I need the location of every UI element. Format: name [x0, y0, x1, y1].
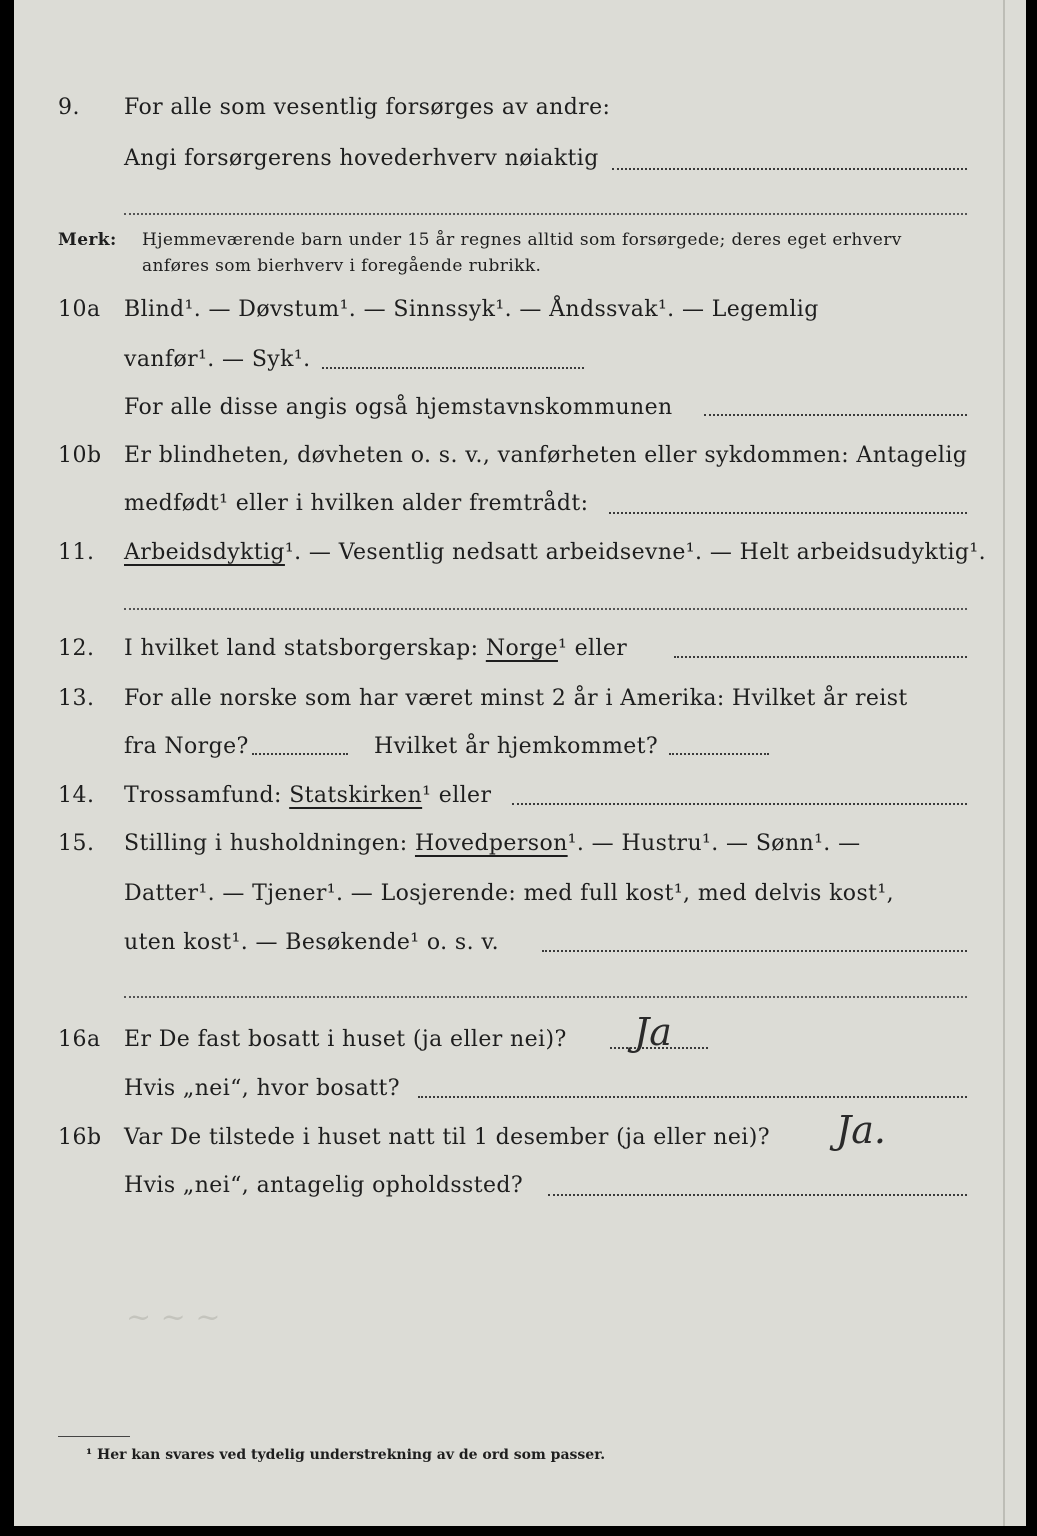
q14-selected-option: Statskirken [289, 783, 423, 808]
q16b-number: 16b [58, 1125, 102, 1150]
q16a-line2: Hvis „nei“, hvor bosatt? [124, 1076, 400, 1101]
q14-prompt: Trossamfund: [124, 783, 282, 808]
q15-selected-option: Hovedperson [414, 831, 568, 856]
merk-line1: Hjemmeværende barn under 15 år regnes alltid som forsørgede; deres eget erhverv [142, 230, 902, 250]
q15-number: 15. [58, 831, 95, 856]
q10b-line2: medfødt¹ eller i hvilken alder fremtrådt: [124, 491, 589, 516]
q10a-line3: For alle disse angis også hjemstavnskommunen [124, 395, 673, 420]
q13-line1: For alle norske som har været minst 2 år i Amerika: Hvilket år reist [124, 686, 908, 711]
census-form-page [14, 0, 1026, 1526]
q16b-line1: Var De tilstede i huset natt til 1 desember (ja eller nei)? [124, 1125, 770, 1150]
q13-line2a: fra Norge? [124, 734, 249, 759]
q13-number: 13. [58, 686, 95, 711]
footnote-rule [58, 1436, 130, 1437]
q16b-location-field[interactable] [548, 1194, 967, 1196]
q12-prompt: I hvilket land statsborgerskap: [124, 636, 479, 661]
q10b-number: 10b [58, 443, 102, 468]
q15-line3: uten kost¹. — Besøkende¹ o. s. v. [124, 930, 499, 955]
q9-line2: Angi forsørgerens hovederhverv nøiaktig [124, 146, 599, 171]
q12-line [124, 636, 627, 661]
q10a-line1: Blind¹. — Døvstum¹. — Sinnssyk¹. — Åndssvak¹. — Legemlig [124, 297, 819, 322]
q9-extra-line[interactable] [124, 213, 967, 215]
merk-label: Merk: [58, 230, 117, 250]
q9-number: 9. [58, 95, 80, 120]
q15-post: ¹. — Hustru¹. — Sønn¹. — [567, 831, 861, 856]
q11-extra-line[interactable] [124, 608, 967, 610]
q15-prompt: Stilling i husholdningen: [124, 831, 408, 856]
q14-post: ¹ eller [422, 783, 492, 808]
q15-line2: Datter¹. — Tjener¹. — Losjerende: med full kost¹, med delvis kost¹, [124, 881, 894, 906]
q13-return-year-field[interactable] [669, 753, 769, 755]
q14-number: 14. [58, 783, 95, 808]
q9-answer-field[interactable] [612, 168, 967, 170]
q16b-line2: Hvis „nei“, antagelig opholdssted? [124, 1173, 524, 1198]
q11-line [124, 540, 986, 565]
q9-line1: For alle som vesentlig forsørges av andre: [124, 95, 611, 120]
q12-selected-option: Norge [485, 636, 558, 661]
q10b-line1: Er blindheten, døvheten o. s. v., vanførheten eller sykdommen: Antagelig [124, 443, 968, 468]
q10b-answer-field[interactable] [609, 512, 967, 514]
q10a-answer-field[interactable] [322, 367, 584, 369]
q12-post: ¹ eller [557, 636, 628, 661]
q12-number: 12. [58, 636, 95, 661]
q11-number: 11. [58, 540, 95, 565]
footnote: ¹ Her kan svares ved tydelig understrekning av de ord som passer. [86, 1447, 606, 1463]
q15-extra-line[interactable] [124, 996, 967, 998]
page-fold-edge [1003, 0, 1005, 1526]
q16b-handwritten-answer: Ja. [836, 1108, 886, 1152]
bleed-through-mark: ~ ~ ~ [126, 1300, 221, 1335]
q15-line1 [124, 831, 861, 856]
q15-answer-field[interactable] [542, 950, 967, 952]
q13-line2b: Hvilket år hjemkommet? [374, 734, 659, 759]
q14-answer-field[interactable] [512, 803, 967, 805]
q11-rest: ¹. — Vesentlig nedsatt arbeidsevne¹. — Helt arbeidsudyktig¹. [284, 540, 987, 565]
q16a-line1: Er De fast bosatt i huset (ja eller nei)? [124, 1027, 567, 1052]
q10a-municipality-field[interactable] [704, 414, 967, 416]
q11-selected-option: Arbeidsdyktig [124, 540, 285, 565]
q10a-number: 10a [58, 297, 101, 322]
q16a-handwritten-answer: Ja [634, 1010, 672, 1054]
q16a-number: 16a [58, 1027, 101, 1052]
q16a-residence-field[interactable] [418, 1096, 967, 1098]
q14-line [124, 783, 491, 808]
q12-answer-field[interactable] [674, 656, 967, 658]
q13-departure-year-field[interactable] [252, 753, 348, 755]
q10a-line2: vanfør¹. — Syk¹. [124, 347, 311, 372]
merk-line2: anføres som bierhverv i foregående rubrikk. [142, 256, 542, 276]
